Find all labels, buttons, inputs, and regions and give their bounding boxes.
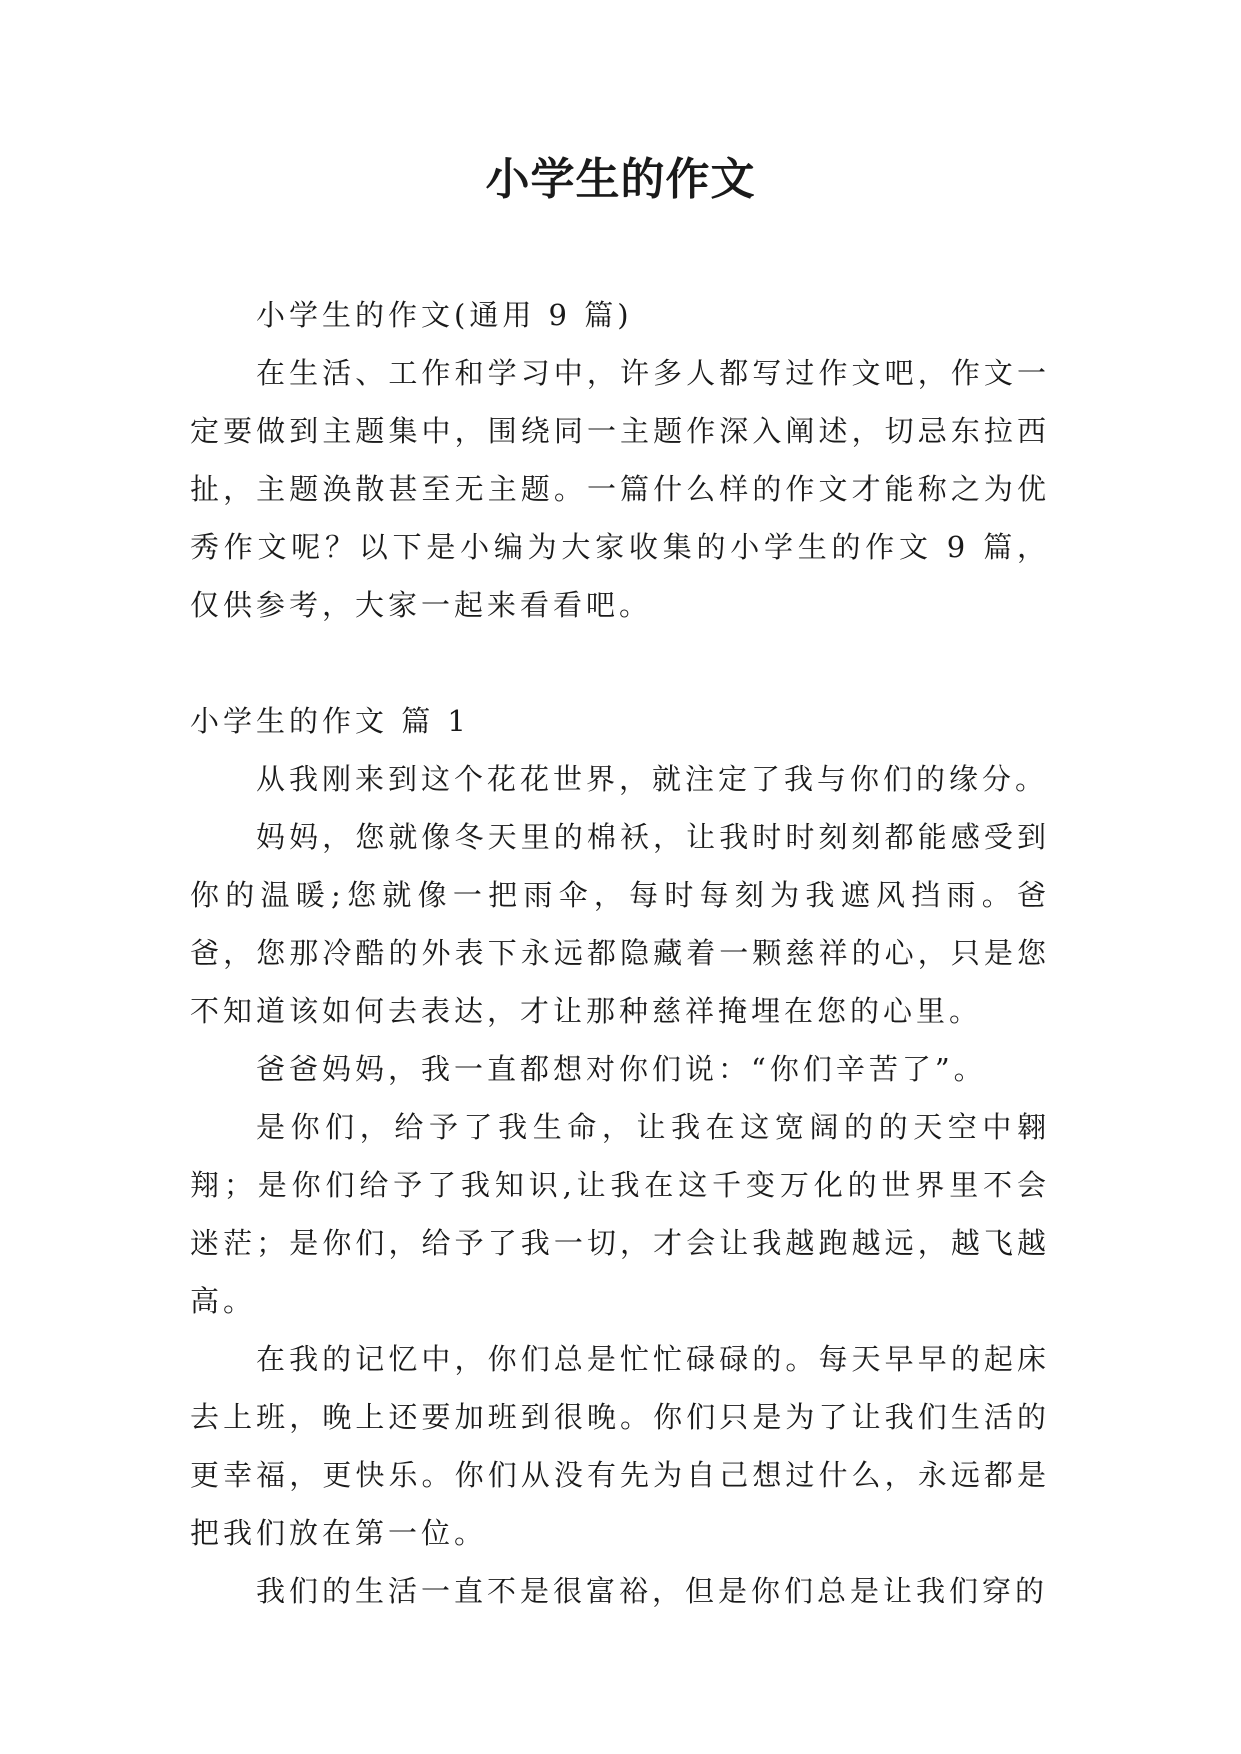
document-body bbox=[190, 286, 1050, 1620]
document-title: 小学生的作文 bbox=[485, 154, 756, 205]
body-paragraph: 在我的记忆中，你们总是忙忙碌碌的。每天早早的起床去上班，晚上还要加班到很晚。你们只是为了让我们生活的更幸福，更快乐。你们从没有先为自己想过什么，永远都是把我们放在第一位。 bbox=[190, 1342, 1050, 1550]
body-paragraph: 妈妈，您就像冬天里的棉袄，让我时时刻刻都能感受到你的温暖;您就像一把雨伞，每时每刻为我遮风挡雨。爸爸，您那冷酷的外表下永远都隐藏着一颗慈祥的心，只是您不知道该如何去表达，才让那种慈祥掩埋在您的心里。 bbox=[190, 820, 1050, 1028]
section-heading: 小学生的作文 篇 1 bbox=[190, 704, 470, 738]
intro-paragraph: 在生活、工作和学习中，许多人都写过作文吧，作文一定要做到主题集中，围绕同一主题作深入阐述，切忌东拉西扯，主题涣散甚至无主题。一篇什么样的作文才能称之为优秀作文呢？以下是小编为大家收集的小学生的作文 9 篇，仅供参考，大家一起来看看吧。 bbox=[190, 356, 1050, 622]
document-subtitle: 小学生的作文(通用 9 篇) bbox=[256, 298, 633, 332]
body-paragraph: 我们的生活一直不是很富裕，但是你们总是让我们穿的 bbox=[256, 1574, 1049, 1608]
body-paragraph: 是你们，给予了我生命，让我在这宽阔的的天空中翱翔；是你们给予了我知识,让我在这千变万化的世界里不会迷茫；是你们，给予了我一切，才会让我越跑越远，越飞越高。 bbox=[190, 1110, 1050, 1318]
body-paragraph: 从我刚来到这个花花世界，就注定了我与你们的缘分。 bbox=[256, 762, 1049, 796]
body-paragraph: 爸爸妈妈，我一直都想对你们说：“你们辛苦了”。 bbox=[256, 1052, 987, 1086]
